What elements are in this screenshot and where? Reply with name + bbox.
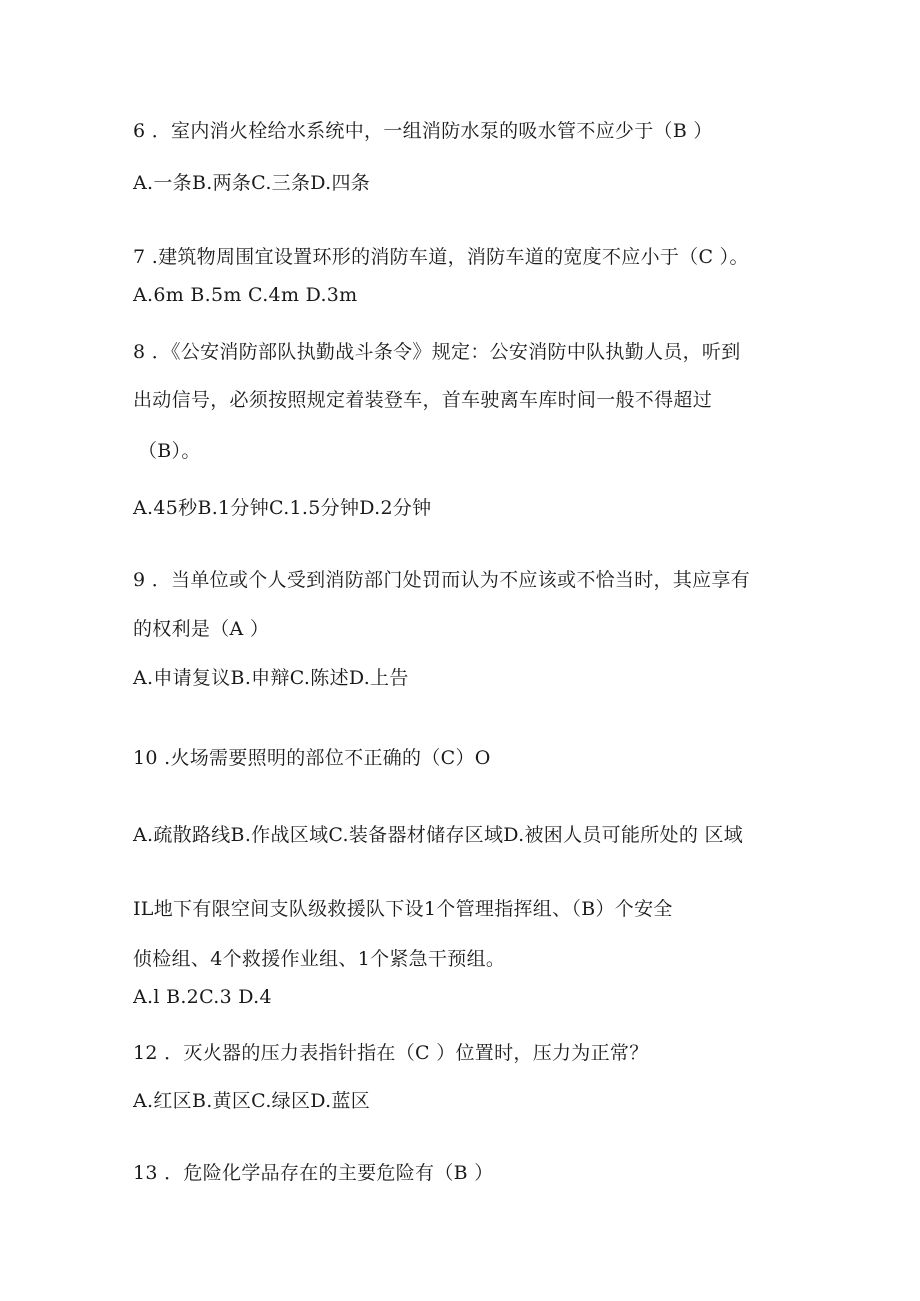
- question-10-text: 10 .火场需要照明的部位不正确的（C）O: [133, 747, 491, 769]
- question-8-text-line-1: 8 ．《公安消防部队执勤战斗条令》规定：公安消防中队执勤人员，听到: [133, 341, 741, 363]
- question-11-text-line-2: 侦检组、4个救援作业组、1个紧急干预组。: [133, 948, 506, 970]
- question-13-text: 13 ．危险化学品存在的主要危险有（B ）: [133, 1162, 494, 1184]
- question-8-options: A.45秒B.1分钟C.1.5分钟D.2分钟: [133, 497, 432, 519]
- question-9-text-line-1: 9 ．当单位或个人受到消防部门处罚而认为不应该或不恰当时，其应享有: [133, 569, 751, 591]
- question-8-text-line-3: （B）。: [138, 440, 201, 462]
- question-6-options: A.一条B.两条C.三条D.四条: [133, 172, 371, 194]
- question-9-text-line-2: 的权利是（A ）: [133, 618, 270, 640]
- question-10-options: A.疏散路线B.作战区域C.装备器材储存区域D.被困人员可能所处的 区域: [133, 824, 744, 846]
- question-11-options: A.l B.2C.3 D.4: [133, 986, 272, 1008]
- question-7-text: 7 .建筑物周围宜设置环形的消防车道，消防车道的宽度不应小于（C ）。: [133, 246, 749, 268]
- question-12-text: 12 ．灭火器的压力表指针指在（C ）位置时，压力为正常？: [133, 1042, 649, 1064]
- question-9-options: A.申请复议B.申辩C.陈述D.上告: [133, 667, 409, 689]
- question-8-text-line-2: 出动信号，必须按照规定着装登车，首车驶离车库时间一般不得超过: [133, 389, 713, 411]
- question-6-text: 6 ．室内消火栓给水系统中，一组消防水泵的吸水管不应少于（B ）: [133, 120, 713, 142]
- question-7-options: A.6m B.5m C.4m D.3m: [133, 284, 358, 306]
- question-11-text-line-1: IL地下有限空间支队级救援队下设1个管理指挥组、（B）个安全: [133, 898, 673, 920]
- question-12-options: A.红区B.黄区C.绿区D.蓝区: [133, 1090, 371, 1112]
